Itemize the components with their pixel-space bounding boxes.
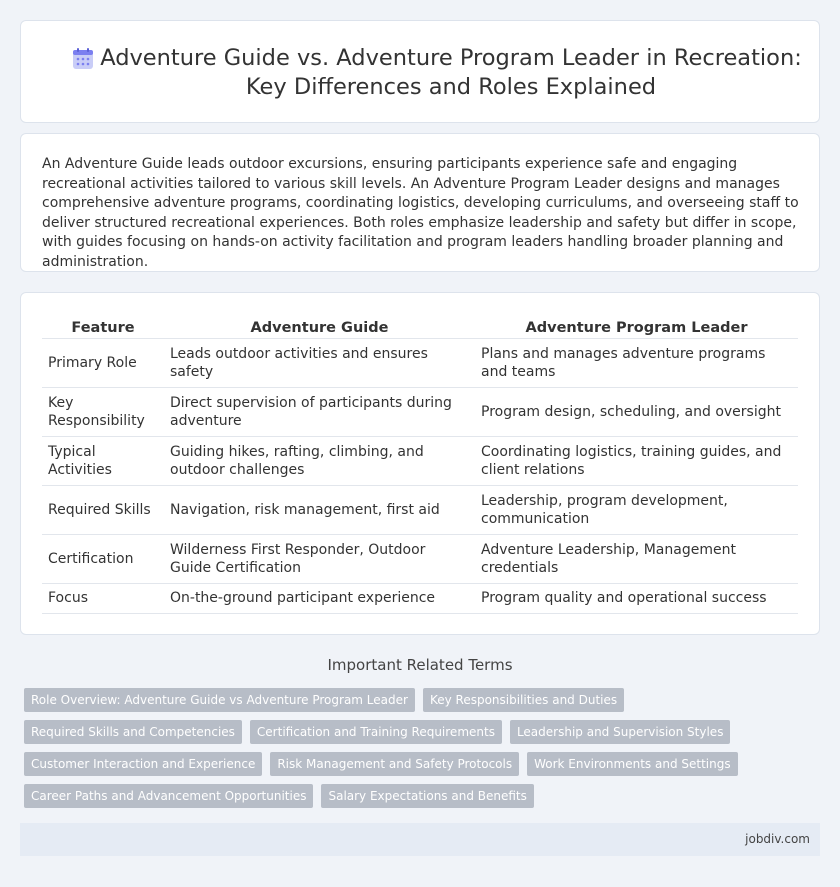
intro-paragraph: An Adventure Guide leads outdoor excursions, ensuring participants experience safe and engaging recreational activities tailored to various skill levels. An Adventure Program Leader designs and manages comprehensive adventure programs, coordinating logistics, developing curriculums, and overseeing staff to deliver structured recreational experiences. Both roles emphasize leadership and safety but differ in scope, with guides focusing on hands-on activity facilitation and program leaders handling broader planning and administration. bbox=[42, 156, 799, 270]
related-term-tag[interactable]: Work Environments and Settings bbox=[527, 752, 738, 776]
table-cell: Program design, scheduling, and oversight bbox=[475, 387, 798, 436]
column-header: Adventure Program Leader bbox=[475, 314, 798, 338]
related-terms-list bbox=[24, 688, 804, 808]
column-header: Adventure Guide bbox=[164, 314, 475, 338]
intro-card bbox=[20, 133, 820, 272]
table-row bbox=[42, 436, 798, 485]
related-term-tag[interactable]: Customer Interaction and Experience bbox=[24, 752, 262, 776]
related-term-tag[interactable]: Key Responsibilities and Duties bbox=[423, 688, 624, 712]
related-terms-heading: Important Related Terms bbox=[327, 656, 513, 674]
header-card bbox=[20, 20, 820, 123]
table-row bbox=[42, 485, 798, 534]
related-term-tag[interactable]: Required Skills and Competencies bbox=[24, 720, 242, 744]
table-row bbox=[42, 534, 798, 583]
related-term-tag[interactable]: Salary Expectations and Benefits bbox=[321, 784, 533, 808]
footer bbox=[20, 823, 820, 856]
table-cell: Key Responsibility bbox=[42, 387, 164, 436]
table-cell: Plans and manages adventure programs and teams bbox=[475, 338, 798, 387]
page-title: Adventure Guide vs. Adventure Program Leader in Recreation: Key Differences and Roles Explained bbox=[100, 45, 802, 100]
table-cell: Certification bbox=[42, 534, 164, 583]
calendar-icon bbox=[71, 47, 95, 71]
table-cell: Adventure Leadership, Management credentials bbox=[475, 534, 798, 583]
table-cell: Primary Role bbox=[42, 338, 164, 387]
table-cell: Direct supervision of participants during adventure bbox=[164, 387, 475, 436]
table-cell: Wilderness First Responder, Outdoor Guide Certification bbox=[164, 534, 475, 583]
related-term-tag[interactable]: Role Overview: Adventure Guide vs Adventure Program Leader bbox=[24, 688, 415, 712]
table-cell: Required Skills bbox=[42, 485, 164, 534]
related-term-tag[interactable]: Risk Management and Safety Protocols bbox=[270, 752, 519, 776]
table-cell: Leads outdoor activities and ensures safety bbox=[164, 338, 475, 387]
comparison-card bbox=[20, 292, 820, 635]
table-cell: Navigation, risk management, first aid bbox=[164, 485, 475, 534]
table-cell: On-the-ground participant experience bbox=[164, 583, 475, 613]
footer-site-link[interactable]: jobdiv.com bbox=[745, 832, 810, 846]
related-term-tag[interactable]: Career Paths and Advancement Opportunities bbox=[24, 784, 313, 808]
table-row bbox=[42, 338, 798, 387]
related-term-tag[interactable]: Leadership and Supervision Styles bbox=[510, 720, 731, 744]
table-row bbox=[42, 387, 798, 436]
table-row bbox=[42, 583, 798, 613]
table-header-row bbox=[42, 314, 798, 338]
table-cell: Leadership, program development, communication bbox=[475, 485, 798, 534]
table-cell: Typical Activities bbox=[42, 436, 164, 485]
table-cell: Guiding hikes, rafting, climbing, and outdoor challenges bbox=[164, 436, 475, 485]
related-term-tag[interactable]: Certification and Training Requirements bbox=[250, 720, 502, 744]
comparison-table bbox=[42, 314, 798, 614]
table-cell: Coordinating logistics, training guides, and client relations bbox=[475, 436, 798, 485]
column-header: Feature bbox=[42, 314, 164, 338]
table-cell: Focus bbox=[42, 583, 164, 613]
table-cell: Program quality and operational success bbox=[475, 583, 798, 613]
